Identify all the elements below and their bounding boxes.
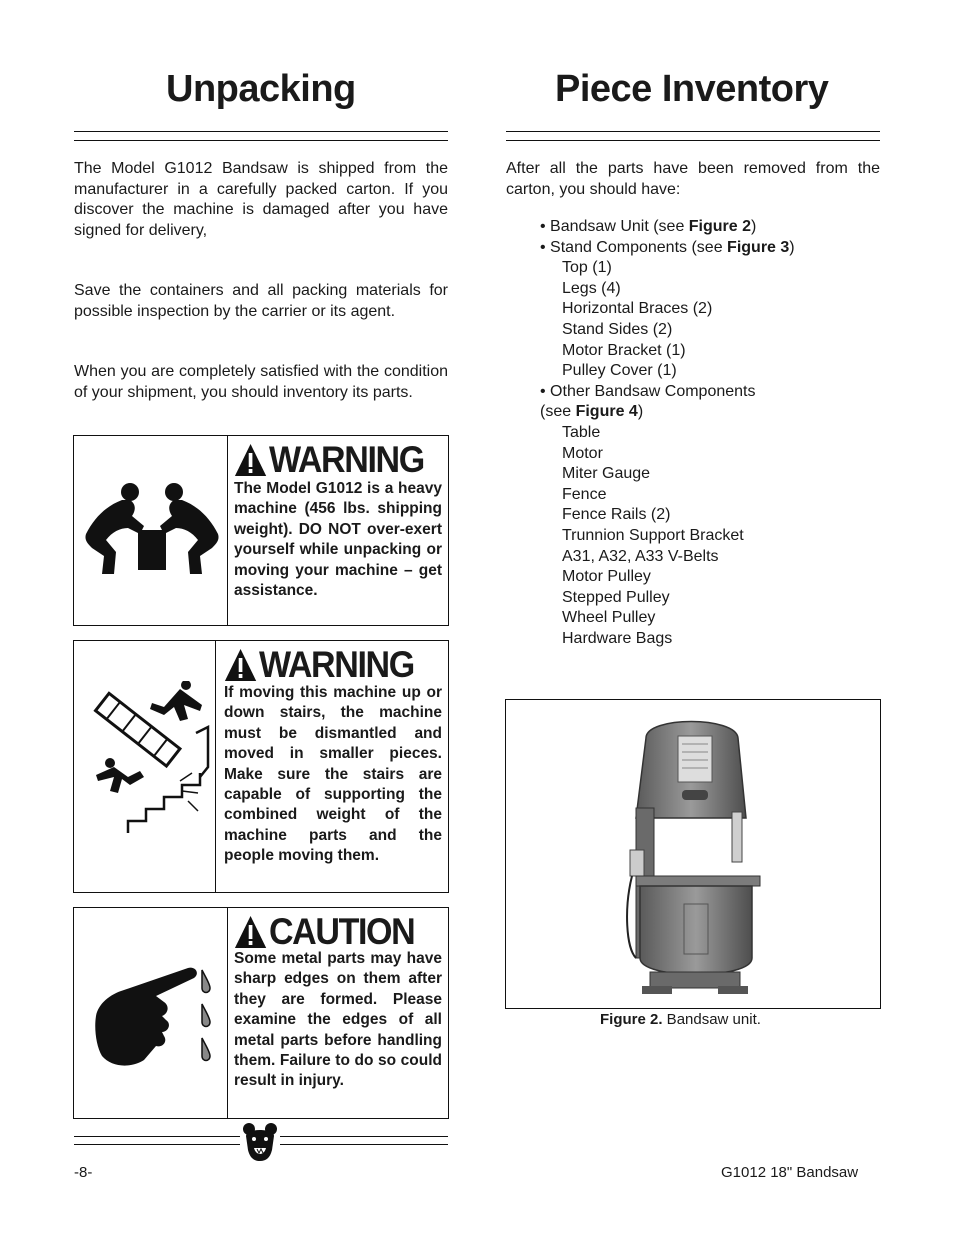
document-title-footer: G1012 18" Bandsaw <box>721 1164 859 1181</box>
list-item: Stepped Pulley <box>562 588 670 606</box>
list-item: Motor Pulley <box>562 568 651 586</box>
piece-inventory-heading: Piece Inventory <box>555 68 829 110</box>
warning-text-stairs: If moving this machine up or down stairs, the machine must be dismantled and moved in smaller pieces. Make sure the stairs are capable of supporting the combined weight of the machine parts and the people moving them. <box>224 684 442 865</box>
stairs-falling-icon <box>88 681 212 837</box>
figure-2-caption <box>600 1011 761 1028</box>
list-item: Trunnion Support Bracket <box>562 526 744 544</box>
list-item-bandsaw-unit: • Bandsaw Unit (see Figure 2) <box>540 218 757 235</box>
figure-ref: Figure 3 <box>727 238 790 256</box>
list-item: Hardware Bags <box>562 629 673 647</box>
figure-ref: Figure 4 <box>575 403 638 421</box>
warning-box-lifting <box>73 435 449 626</box>
heading-rule-top <box>74 131 448 132</box>
caution-header-label: CAUTION <box>268 911 415 952</box>
warning-box-stairs <box>73 640 449 893</box>
warning-header-label: WARNING <box>258 644 414 685</box>
unpacking-paragraph-1: The Model G1012 Bandsaw is shipped from the manufacturer in a carefully packed carton. If you discover the machine is damaged after you have signed for delivery, <box>74 160 448 239</box>
cut-finger-icon <box>92 956 216 1072</box>
warning-divider <box>215 641 216 892</box>
figure-2-frame <box>505 699 881 1009</box>
warning-triangle-icon <box>224 648 257 682</box>
figure-ref: Figure 2 <box>688 218 752 235</box>
unpacking-paragraph-2: Save the containers and all packing materials for possible inspection by the carrier or its agent. <box>74 282 448 320</box>
list-item: Table <box>562 423 601 441</box>
list-item-other-components: • Other Bandsaw Components <box>540 382 756 400</box>
caution-divider <box>227 908 228 1118</box>
heading-rule-bottom <box>74 140 448 141</box>
caution-triangle-icon <box>234 915 267 949</box>
list-item: Wheel Pulley <box>562 609 656 627</box>
list-item: Miter Gauge <box>562 465 651 483</box>
list-item: Fence <box>562 485 607 503</box>
heading-rule-top <box>506 131 880 132</box>
warning-triangle-icon <box>234 443 267 477</box>
list-item: A31, A32, A33 V-Belts <box>562 547 719 565</box>
unpacking-paragraph-3: When you are completely satisfied with the condition of your shipment, you should inventory its parts. <box>74 363 448 401</box>
unpacking-heading: Unpacking <box>166 68 356 110</box>
inventory-list <box>540 217 880 649</box>
list-item: Top (1) <box>562 259 612 277</box>
list-item: Pulley Cover (1) <box>562 362 677 380</box>
inventory-intro: After all the parts have been removed from the carton, you should have: <box>506 160 880 198</box>
lifting-icon <box>82 482 222 578</box>
caution-box-sharp-edges <box>73 907 449 1119</box>
heading-rule-bottom <box>506 140 880 141</box>
bandsaw-unit-photo <box>606 708 776 1002</box>
warning-divider <box>227 436 228 625</box>
footer-rule-left-1 <box>74 1136 240 1137</box>
warning-text-lifting: The Model G1012 is a heavy machine (456 lbs. shipping weight). DO NOT over-exert yourself while unpacking or moving your machine – get assistance. <box>234 480 442 600</box>
warning-header-label: WARNING <box>268 439 424 480</box>
list-item: Motor Bracket (1) <box>562 341 686 359</box>
list-item: Fence Rails (2) <box>562 506 671 524</box>
list-item-other-components-ref: (see Figure 4) <box>540 403 644 421</box>
list-item-stand-components: • Stand Components (see Figure 3) <box>540 238 795 256</box>
list-item: Motor <box>562 444 603 462</box>
caution-header <box>234 912 414 952</box>
page-number: -8- <box>74 1164 93 1181</box>
warning-header-2 <box>224 645 414 685</box>
list-item: Legs (4) <box>562 279 621 297</box>
figure-caption-label: Figure 2. <box>600 1011 663 1028</box>
warning-header-1 <box>234 440 424 480</box>
figure-caption-text: Bandsaw unit. <box>662 1011 761 1028</box>
footer-rule-left-2 <box>74 1144 240 1145</box>
bear-logo-icon <box>242 1122 278 1162</box>
list-item: Stand Sides (2) <box>562 320 673 338</box>
footer-rule-right-1 <box>280 1136 448 1137</box>
list-item: Horizontal Braces (2) <box>562 300 713 318</box>
footer-rule-right-2 <box>280 1144 448 1145</box>
caution-text-sharp-edges: Some metal parts may have sharp edges on them after they are formed. Please examine the edges of all metal parts before handling them. Failure to do so could result in injury. <box>234 950 442 1090</box>
